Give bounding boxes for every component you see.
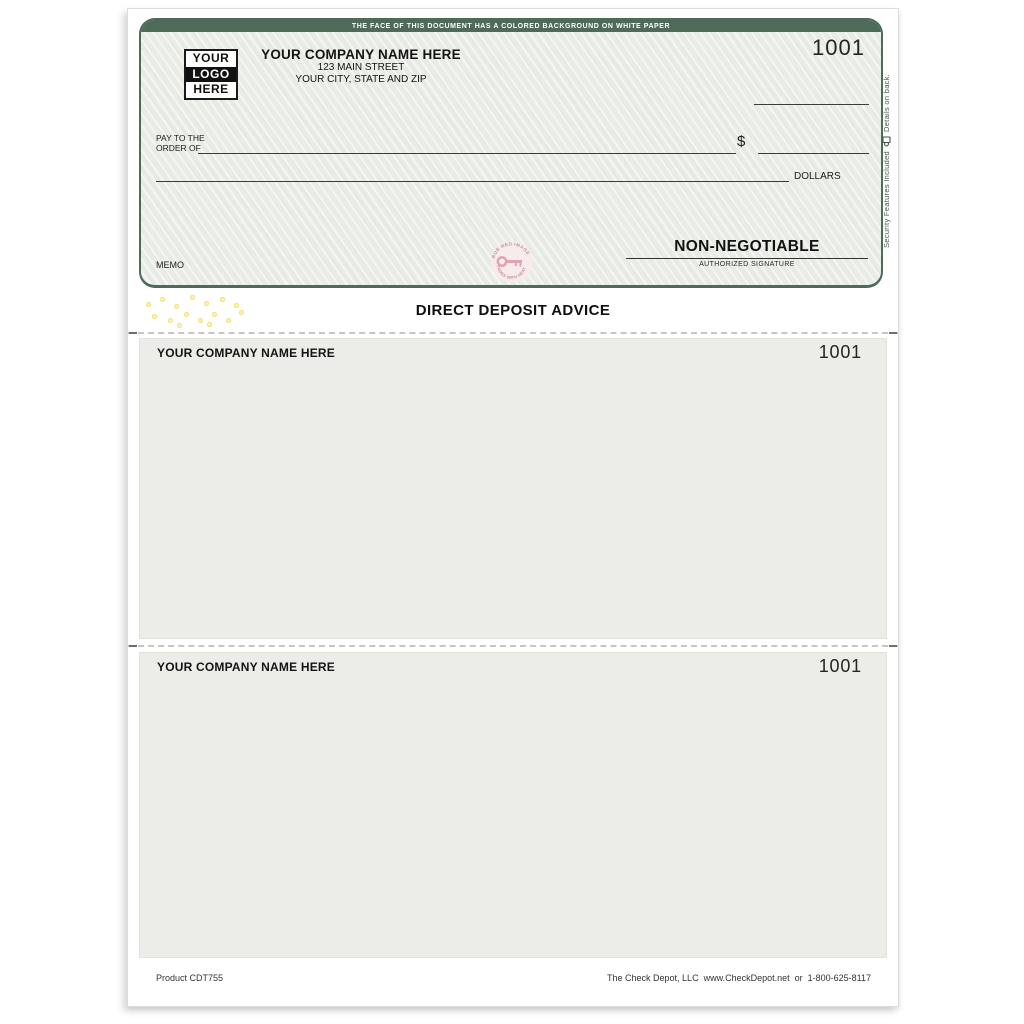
check-form-sheet [127, 8, 899, 1007]
signature-area [626, 238, 868, 268]
advice-stub-top [139, 338, 887, 639]
stub-check-number: 1001 [818, 656, 862, 676]
company-address-block [236, 47, 486, 86]
heat-sensitive-seal-icon [488, 238, 535, 285]
seal-top-text: RUB RED IMAGE [490, 241, 531, 259]
perforation-line [128, 645, 898, 647]
non-negotiable-label: NON-NEGOTIABLE [674, 238, 820, 255]
dollar-sign: $ [737, 133, 746, 150]
authorized-signature-label: AUTHORIZED SIGNATURE [699, 261, 795, 268]
seal-bottom-text: FADES WITH HEAT [495, 265, 528, 281]
check-number: 1001 [812, 35, 865, 60]
advice-stub-bottom [139, 652, 887, 958]
stub-company-name: YOUR COMPANY NAME HERE [157, 346, 335, 360]
direct-deposit-advice-title: DIRECT DEPOSIT ADVICE [415, 302, 611, 319]
pay-to-line-1: PAY TO THE [156, 133, 205, 143]
logo-line-3: HERE [193, 82, 229, 97]
padlock-icon [882, 136, 891, 147]
amount-line [758, 153, 869, 154]
amount-in-words-line [156, 181, 789, 182]
check-section [139, 18, 883, 288]
sparkle-dot [207, 322, 212, 327]
dollars-label: DOLLARS [794, 171, 841, 182]
banner-text: THE FACE OF THIS DOCUMENT HAS A COLORED BACKGROUND ON WHITE PAPER [351, 22, 671, 30]
company-city-state-zip: YOUR CITY, STATE AND ZIP [295, 74, 427, 85]
colored-background-banner [141, 20, 881, 32]
company-name: YOUR COMPANY NAME HERE [261, 47, 461, 62]
date-line [754, 104, 869, 105]
sparkle-dot [177, 323, 182, 328]
company-street: 123 MAIN STREET [317, 62, 405, 73]
vendor-contact-info: The Check Depot, LLC www.CheckDepot.net or 1-800-625-8117 [607, 973, 871, 983]
logo-placeholder [184, 49, 238, 100]
details-on-back-text: Details on back. [882, 73, 891, 133]
payee-line [198, 153, 736, 154]
logo-line-1: YOUR [192, 51, 230, 65]
security-features-sidebar [879, 71, 894, 251]
sparkle-dot [190, 295, 195, 300]
perforation-line [128, 332, 898, 334]
stub-check-number: 1001 [818, 342, 862, 362]
stub-company-name: YOUR COMPANY NAME HERE [157, 660, 335, 674]
product-code: Product CDT755 [156, 973, 224, 983]
logo-line-2: LOGO [186, 67, 236, 83]
pay-to-the-order-of-label [156, 133, 205, 153]
security-features-text: Security Features Included [882, 151, 891, 249]
signature-line [626, 258, 868, 259]
memo-label: MEMO [156, 260, 184, 270]
pay-to-line-2: ORDER OF [156, 143, 201, 153]
